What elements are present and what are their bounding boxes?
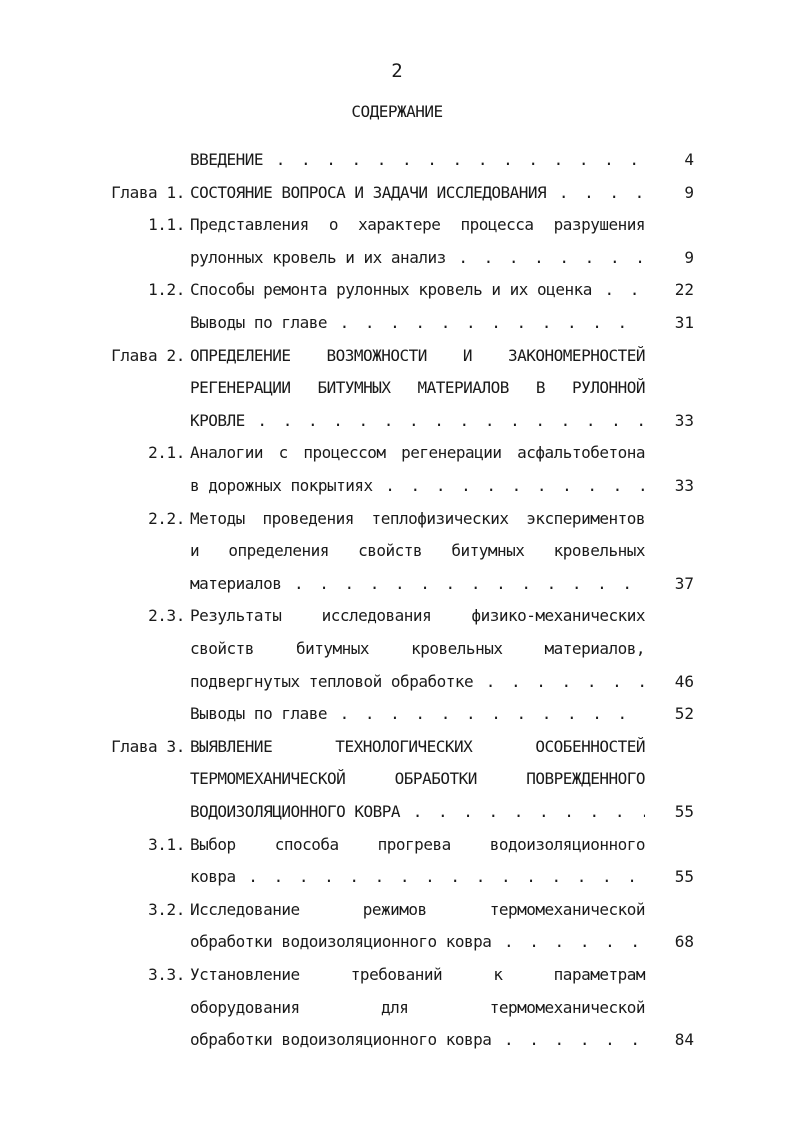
toc-entry-text: Выводы по главе . . . xyxy=(190,311,645,335)
toc-entry-label: Глава 3. xyxy=(111,736,185,756)
toc-line xyxy=(0,507,794,531)
toc-line xyxy=(0,767,794,791)
toc-line xyxy=(0,474,794,498)
toc-entry-page: 68 xyxy=(669,930,694,954)
toc-line xyxy=(0,1028,794,1052)
toc-entry-text: свойств битумных кровельных материалов, xyxy=(190,639,645,658)
toc-entry-label: 2.2. xyxy=(148,508,185,528)
toc-line xyxy=(0,637,794,661)
toc-entry-label: 3.2. xyxy=(148,899,185,919)
toc-entry-text: обработки водоизоляционного ковра . . . xyxy=(190,930,645,954)
toc-entry-text: Установление требований к параметрам xyxy=(190,965,645,984)
toc-entry-label: Глава 2. xyxy=(111,345,185,365)
toc-entry-page: 4 xyxy=(678,148,694,172)
toc-entry-text: Выводы по главе . . . xyxy=(190,702,645,726)
toc-entry-text: КРОВЛЕ . . . xyxy=(190,409,645,433)
toc-entry-label: Глава 1. xyxy=(111,182,185,202)
toc-entry-text: СОСТОЯНИЕ ВОПРОСА И ЗАДАЧИ ИССЛЕДОВАНИЯ . . . xyxy=(190,181,645,205)
toc-entry-text: Результаты исследования физико-механических xyxy=(190,606,645,626)
toc-entry-text: РЕГЕНЕРАЦИИ БИТУМНЫХ МАТЕРИАЛОВ В РУЛОННОЙ xyxy=(190,378,645,398)
toc-line xyxy=(0,898,794,922)
toc-line xyxy=(0,311,794,335)
toc-line xyxy=(0,213,794,237)
toc-entry-text: ТЕРМОМЕХАНИЧЕСКОЙ ОБРАБОТКИ ПОВРЕЖДЕННОГО xyxy=(190,769,645,789)
toc-line xyxy=(0,376,794,400)
toc-entry-text: Представления о характере процесса разрушения xyxy=(190,215,645,235)
toc-line xyxy=(0,833,794,857)
toc-entry-text: в дорожных покрытиях . . . xyxy=(190,474,645,498)
toc-entry-label: 1.2. xyxy=(148,280,185,300)
toc-line xyxy=(0,604,794,628)
toc-entry-page: 52 xyxy=(669,702,694,726)
toc-entry-page: 33 xyxy=(669,474,694,498)
toc-entry-label: 2.3. xyxy=(148,606,185,626)
toc-line xyxy=(0,539,794,563)
toc-line xyxy=(0,246,794,270)
toc-entry-text: подвергнутых тепловой обработке . . . xyxy=(190,670,645,694)
toc-entry-page: 37 xyxy=(669,572,694,596)
toc-line xyxy=(0,344,794,368)
toc-entry-text: Способы ремонта рулонных кровель и их оценка . . . xyxy=(190,278,645,302)
toc-title: СОДЕРЖАНИЕ xyxy=(351,102,443,121)
page-number: 2 xyxy=(391,60,403,82)
toc-entry-text: материалов . . . xyxy=(190,572,645,596)
toc-line xyxy=(0,735,794,759)
toc-entry-label: 3.3. xyxy=(148,965,185,984)
toc-entry-text: рулонных кровель и их анализ . . . xyxy=(190,246,645,270)
toc-line xyxy=(0,865,794,889)
toc-line xyxy=(0,963,794,987)
toc-entry-text: оборудования для термомеханической xyxy=(190,997,645,1017)
toc-entry-text: Аналогии с процессом регенерации асфальтобетона xyxy=(190,443,645,463)
toc-line xyxy=(0,702,794,726)
toc-line xyxy=(0,800,794,824)
toc-entry-text: и определения свойств битумных кровельных xyxy=(190,541,645,561)
toc-entry-page: 31 xyxy=(669,311,694,335)
toc-entry-page: 33 xyxy=(669,409,694,433)
toc-entry-text: ковра . . . xyxy=(190,865,645,889)
toc-line xyxy=(0,148,794,172)
toc-entry-page: 46 xyxy=(669,670,694,694)
toc-entry-label: 3.1. xyxy=(148,834,185,854)
toc-entry-text: ВЫЯВЛЕНИЕ ТЕХНОЛОГИЧЕСКИХ ОСОБЕННОСТЕЙ xyxy=(190,736,645,756)
toc-entry-page: 9 xyxy=(678,181,694,205)
toc-entry-label: 2.1. xyxy=(148,443,185,463)
toc-entry-page: 22 xyxy=(669,278,694,302)
toc-line xyxy=(0,996,794,1020)
toc-line xyxy=(0,441,794,465)
toc-line xyxy=(0,572,794,596)
toc-entry-text: обработки водоизоляционного ковра . . . xyxy=(190,1028,645,1052)
toc-line xyxy=(0,409,794,433)
toc-entry-page: 9 xyxy=(678,246,694,270)
toc-entry-page: 55 xyxy=(669,800,694,824)
toc-entry-text: Методы проведения теплофизических экспериментов xyxy=(190,508,645,528)
toc-entry-text: Выбор способа прогрева водоизоляционного xyxy=(190,834,645,854)
toc-entry-text: ОПРЕДЕЛЕНИЕ ВОЗМОЖНОСТИ И ЗАКОНОМЕРНОСТЕЙ xyxy=(190,345,645,365)
toc-entry-text: ВВЕДЕНИЕ . . . xyxy=(190,148,645,172)
toc-entry-label: 1.1. xyxy=(148,215,185,235)
toc-line xyxy=(0,930,794,954)
toc-line xyxy=(0,181,794,205)
toc-entry-text: Исследование режимов термомеханической xyxy=(190,899,645,919)
toc-entry-page: 84 xyxy=(669,1028,694,1052)
toc-entry-page: 55 xyxy=(669,865,694,889)
toc-line xyxy=(0,670,794,694)
toc-entry-text: ВОДОИЗОЛЯЦИОННОГО КОВРА . . . xyxy=(190,800,645,824)
toc-line xyxy=(0,278,794,302)
